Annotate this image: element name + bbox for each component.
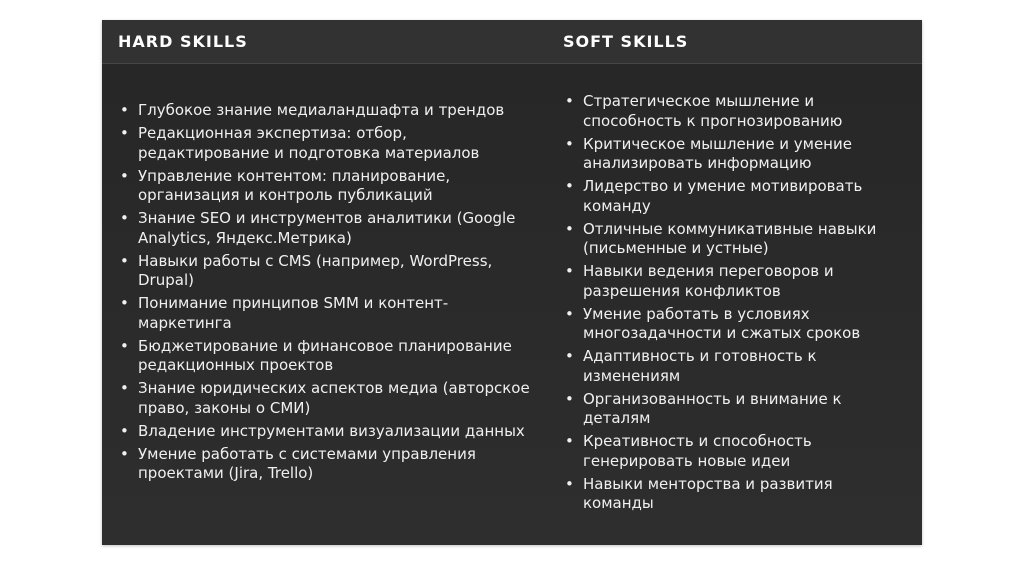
- list-item: [563, 390, 908, 429]
- bullet-icon: •: [120, 336, 129, 355]
- bullet-icon: •: [120, 444, 129, 463]
- list-item: [563, 177, 908, 216]
- soft-skill-text: Навыки менторства и развития команды: [583, 474, 833, 512]
- list-item: [118, 379, 533, 418]
- list-item: [563, 305, 908, 344]
- hard-skills-title: HARD SKILLS: [118, 32, 248, 51]
- hard-skill-text: Глубокое знание медиаландшафта и трендов: [138, 101, 505, 119]
- soft-skills-list: [563, 92, 908, 517]
- soft-skill-text: Организованность и внимание к деталям: [583, 389, 842, 427]
- soft-skill-text: Критическое мышление и умение анализировать информацию: [583, 134, 852, 172]
- bullet-icon: •: [565, 177, 574, 195]
- bullet-icon: •: [120, 379, 129, 397]
- soft-skill-text: Отличные коммуникативные навыки (письменные и устные): [583, 219, 877, 257]
- soft-skill-text: Навыки ведения переговоров и разрешения конфликтов: [583, 262, 834, 300]
- list-item: [118, 167, 533, 206]
- soft-skill-text: Адаптивность и готовность к изменениям: [583, 347, 817, 385]
- bullet-icon: •: [120, 294, 129, 312]
- bullet-icon: •: [120, 124, 129, 142]
- list-item: [563, 92, 908, 131]
- skills-slide: [102, 20, 922, 545]
- hard-skill-text: Бюджетирование и финансовое планирование редакционных проектов: [138, 336, 512, 374]
- bullet-icon: •: [120, 421, 129, 440]
- table-header: [102, 20, 922, 64]
- list-item: [118, 209, 533, 248]
- soft-skill-text: Умение работать в условиях многозадачности и сжатых сроков: [583, 304, 861, 342]
- list-item: [563, 432, 908, 471]
- list-item: [563, 220, 908, 259]
- soft-skills-title: SOFT SKILLS: [563, 32, 689, 51]
- bullet-icon: •: [120, 101, 129, 119]
- bullet-icon: •: [565, 432, 574, 450]
- list-item: [563, 475, 908, 514]
- bullet-icon: •: [120, 166, 129, 185]
- list-item: [118, 101, 533, 121]
- list-item: [563, 135, 908, 174]
- list-item: [118, 252, 533, 291]
- hard-skills-list: [118, 101, 533, 487]
- bullet-icon: •: [565, 304, 574, 323]
- list-item: [563, 262, 908, 301]
- soft-skill-text: Креативность и способность генерировать новые идеи: [583, 432, 812, 470]
- hard-skill-text: Навыки работы с CMS (например, WordPress, Drupal): [138, 251, 493, 289]
- bullet-icon: •: [565, 219, 574, 238]
- list-item: [118, 124, 533, 163]
- list-item: [118, 422, 533, 442]
- bullet-icon: •: [565, 347, 574, 365]
- bullet-icon: •: [565, 474, 574, 493]
- soft-skill-text: Лидерство и умение мотивировать команду: [583, 177, 863, 215]
- bullet-icon: •: [565, 134, 574, 153]
- bullet-icon: •: [120, 209, 129, 227]
- hard-skill-text: Редакционная экспертиза: отбор, редактирование и подготовка материалов: [138, 124, 480, 162]
- hard-skill-text: Умение работать с системами управления проектами (Jira, Trello): [138, 444, 476, 482]
- list-item: [118, 294, 533, 333]
- soft-skill-text: Стратегическое мышление и способность к прогнозированию: [583, 92, 843, 130]
- hard-skill-text: Понимание принципов SMM и контент-маркетинга: [138, 294, 449, 332]
- bullet-icon: •: [565, 389, 574, 408]
- hard-skill-text: Управление контентом: планирование, организация и контроль публикаций: [138, 166, 451, 204]
- bullet-icon: •: [565, 262, 574, 280]
- list-item: [118, 445, 533, 484]
- hard-skill-text: Знание SEO и инструментов аналитики (Google Analytics, Яндекс.Метрика): [138, 209, 516, 247]
- hard-skill-text: Знание юридических аспектов медиа (авторское право, законы о СМИ): [138, 379, 530, 417]
- bullet-icon: •: [120, 251, 129, 270]
- list-item: [563, 347, 908, 386]
- list-item: [118, 337, 533, 376]
- bullet-icon: •: [565, 92, 574, 110]
- hard-skill-text: Владение инструментами визуализации данных: [138, 421, 525, 440]
